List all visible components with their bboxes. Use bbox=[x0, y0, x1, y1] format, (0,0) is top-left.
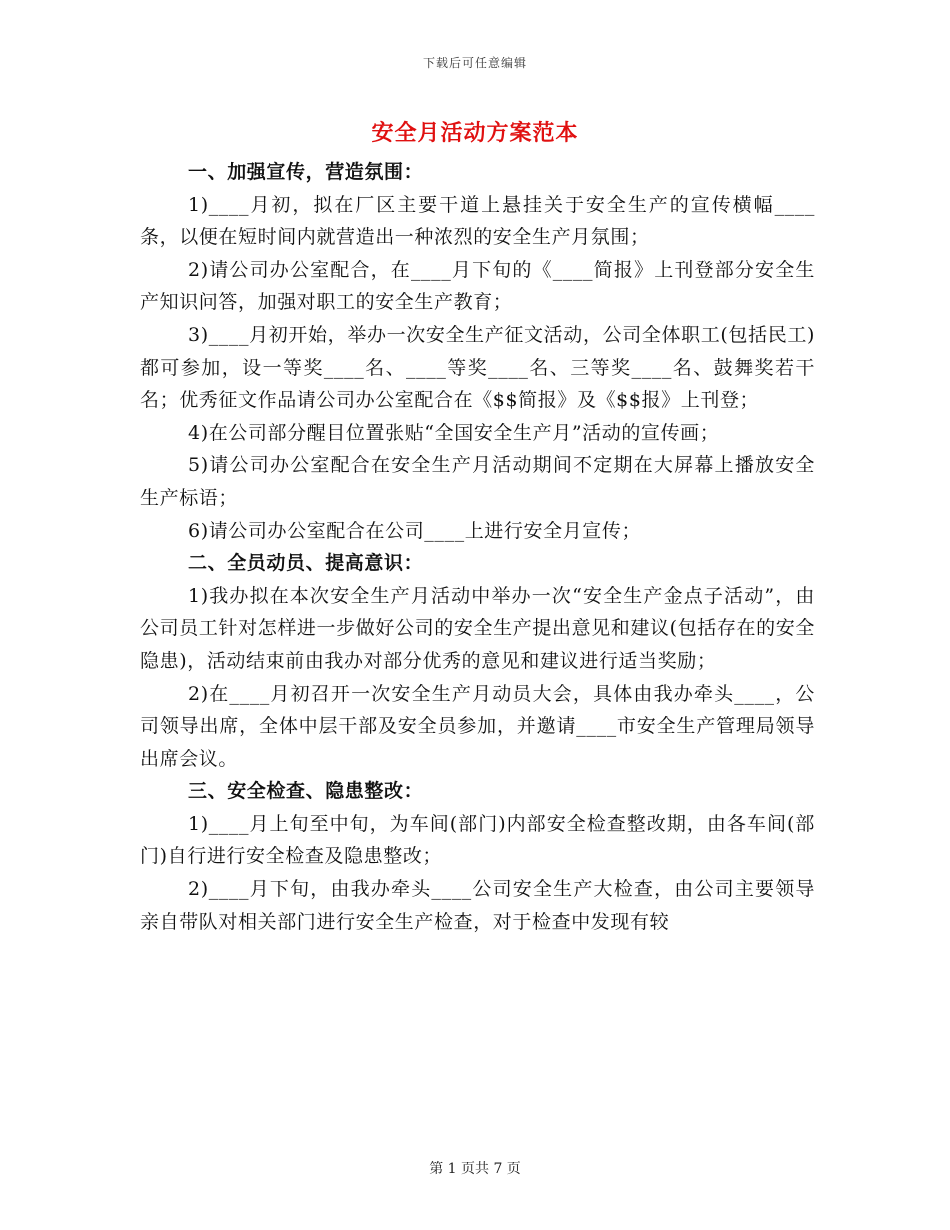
paragraph: 3)____月初开始，举办一次安全生产征文活动，公司全体职工(包括民工)都可参加，设一等奖____名、____等奖____名、三等奖____名、鼓舞奖若干名；优秀征文作品请公司办公室配合在《$$简报》及《$$报》上刊登； bbox=[140, 323, 815, 412]
paragraph: 2)请公司办公室配合，在____月下旬的《____简报》上刊登部分安全生产知识问答，加强对职工的安全生产教育； bbox=[140, 258, 815, 314]
paragraph: 1)____月上旬至中旬，为车间(部门)内部安全检查整改期，由各车间(部门)自行进行安全检查及隐患整改； bbox=[140, 812, 815, 868]
paragraph: 1)我办拟在本次安全生产月活动中举办一次“安全生产金点子活动”，由公司员工针对怎样进一步做好公司的安全生产提出意见和建议(包括存在的安全隐患)，活动结束前由我办对部分优秀的意见和建议进行适当奖励； bbox=[140, 584, 815, 672]
document-body bbox=[140, 156, 815, 938]
section-heading: 一、加强宣传，营造氛围： bbox=[188, 161, 424, 183]
section-heading: 三、安全检查、隐患整改： bbox=[188, 780, 424, 803]
paragraph: 4)在公司部分醒目位置张贴“全国安全生产月”活动的宣传画； bbox=[188, 421, 720, 444]
paragraph: 2)____月下旬，由我办牵头____公司安全生产大检查，由公司主要领导亲自带队对相关部门进行安全生产检查，对于检查中发现有较 bbox=[140, 878, 815, 933]
section-heading: 二、全员动员、提高意识： bbox=[188, 552, 424, 575]
paragraph: 6)请公司办公室配合在公司____上进行安全月宣传； bbox=[188, 519, 642, 542]
header-note: 下载后可任意编辑 bbox=[422, 56, 527, 70]
document-title: 安全月活动方案范本 bbox=[371, 120, 579, 146]
paragraph: 5)请公司办公室配合在安全生产月活动期间不定期在大屏幕上播放安全生产标语； bbox=[140, 454, 815, 509]
page-number: 第 1 页共 7 页 bbox=[429, 1161, 521, 1177]
paragraph: 1)____月初，拟在厂区主要干道上悬挂关于安全生产的宣传横幅____条，以便在短时间内就营造出一种浓烈的安全生产月氛围； bbox=[140, 193, 815, 249]
paragraph: 2)在____月初召开一次安全生产月动员大会，具体由我办牵头____，公司领导出席，全体中层干部及安全员参加，并邀请____市安全生产管理局领导出席会议。 bbox=[140, 682, 815, 770]
